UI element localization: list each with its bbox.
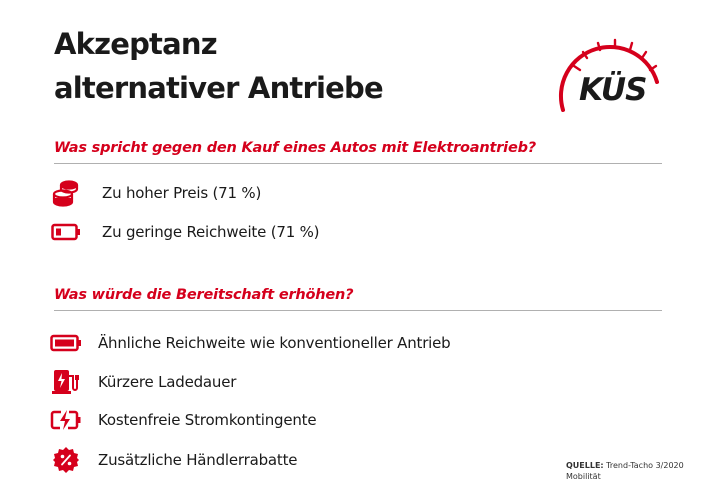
list-item-price: [50, 178, 261, 208]
charging-battery-icon: [50, 406, 82, 434]
list-item-label: Zusätzliche Händlerrabatte: [98, 451, 298, 469]
list-item-dealer-discount: [50, 445, 297, 475]
list-item-similar-range: [50, 328, 450, 358]
question-2: Was würde die Bereitschaft erhöhen?: [54, 287, 354, 303]
coins-icon: [50, 179, 82, 207]
list-item-charging-time: [50, 367, 236, 397]
list-item-label: Zu hoher Preis (71 %): [102, 184, 262, 202]
list-item-label: Kürzere Ladedauer: [98, 373, 237, 391]
title-line-2: alternativer Antriebe: [54, 71, 383, 105]
low-battery-icon: [50, 218, 82, 246]
logo-text: KÜS: [579, 72, 647, 108]
question-1: Was spricht gegen den Kauf eines Autos mit Elektroantrieb?: [54, 140, 536, 156]
source-text: Trend-Tacho 3/2020: [606, 461, 684, 470]
title-line-1: Akzeptanz: [54, 27, 217, 61]
source-label: QUELLE:: [566, 461, 604, 470]
kues-logo: [545, 30, 675, 125]
speedometer-logo-icon: [545, 30, 675, 125]
page-title: [54, 22, 383, 110]
charging-station-icon: [50, 368, 82, 396]
source-line-2: Mobilität: [566, 472, 601, 481]
list-item-free-power: [50, 405, 316, 435]
list-item-label: Zu geringe Reichweite (71 %): [102, 223, 320, 241]
source-note: [566, 460, 684, 482]
divider-2: [54, 310, 662, 311]
list-item-label: Ähnliche Reichweite wie konventioneller Antrieb: [98, 334, 451, 352]
list-item-range: [50, 217, 319, 247]
discount-badge-icon: [50, 446, 82, 474]
full-battery-icon: [50, 329, 82, 357]
divider-1: [54, 163, 662, 164]
list-item-label: Kostenfreie Stromkontingente: [98, 411, 317, 429]
